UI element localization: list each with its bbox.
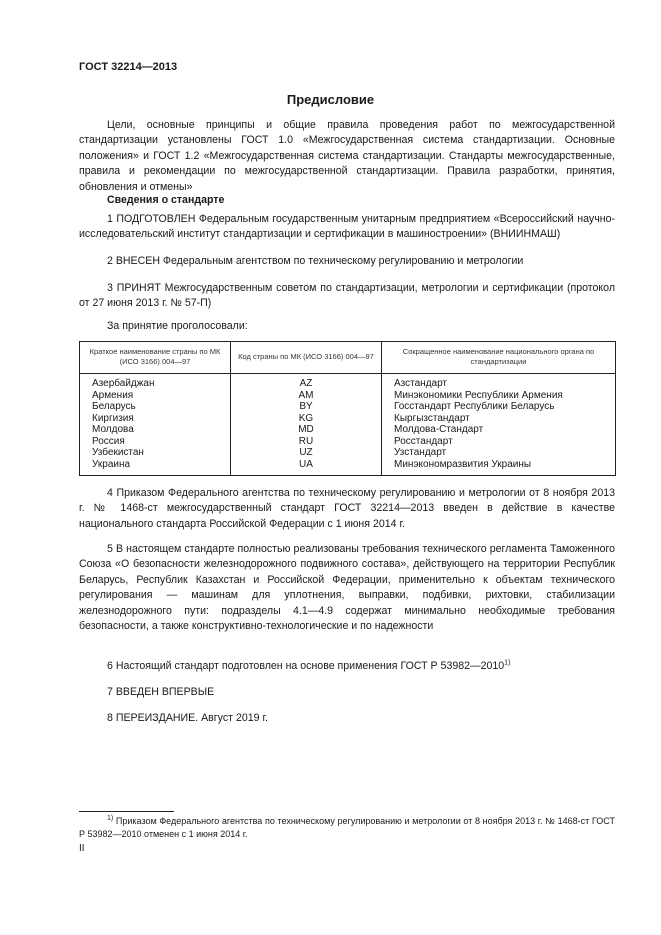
- national-body: Узстандарт: [382, 447, 616, 459]
- section-title: Сведения о стандарте: [107, 194, 225, 206]
- country-code: AM: [231, 390, 382, 402]
- item-8: 8 ПЕРЕИЗДАНИЕ. Август 2019 г.: [107, 712, 268, 724]
- country-code: UA: [231, 459, 382, 476]
- item-3: 3 ПРИНЯТ Межгосударственным советом по стандартизации, метрологии и сертификации (протокол от 27 июня 2013 г. № 57-П): [79, 282, 615, 310]
- footnote: [79, 815, 615, 841]
- page-number: II: [79, 843, 85, 854]
- country-code: KG: [231, 413, 382, 425]
- item-2: 2 ВНЕСЕН Федеральным агентством по техническому регулированию и метрологии: [107, 255, 524, 267]
- table-row: [80, 401, 616, 413]
- national-body: Кыргызстандарт: [382, 413, 616, 425]
- country-name: Киргизия: [80, 413, 231, 425]
- country-name: Армения: [80, 390, 231, 402]
- country-code: AZ: [231, 374, 382, 390]
- vote-label: За принятие проголосовали:: [107, 320, 248, 332]
- table-row: [80, 459, 616, 476]
- table-row: [80, 436, 616, 448]
- country-name: Азербайджан: [80, 374, 231, 390]
- country-code: UZ: [231, 447, 382, 459]
- header-national-body: Сокращенное наименование национального органа по стандартизации: [382, 342, 616, 374]
- national-body: Минэкономики Республики Армения: [382, 390, 616, 402]
- item-1: 1 ПОДГОТОВЛЕН Федеральным государственным унитарным предприятием «Всероссийский научно-исследовательский институт стандартизации и сертификации в машиностроении» (ВНИИНМАШ): [79, 213, 615, 241]
- country-name: Узбекистан: [80, 447, 231, 459]
- country-name: Беларусь: [80, 401, 231, 413]
- national-body: Молдова-Стандарт: [382, 424, 616, 436]
- item-6-text: 6 Настоящий стандарт подготовлен на основе применения ГОСТ Р 53982—2010: [107, 660, 505, 672]
- intro-paragraph: Цели, основные принципы и общие правила проведения работ по межгосударственной стандартизации установлены ГОСТ 1.0 «Межгосударственная система стандартизации. Основные положения» и ГОСТ 1.2 «Межгосударственная система стандартизации. Стандарты межгосударственные, правила и рекомендации по межгосударственной стандартизации. Правила разработки, принятия, обновления и отмены»: [79, 119, 615, 193]
- header-country-code: Код страны по МК (ИСО 3166) 004—97: [231, 342, 382, 374]
- table-row: [80, 424, 616, 436]
- footnote-divider: [79, 811, 174, 812]
- table-row: [80, 390, 616, 402]
- page-title: Предисловие: [286, 92, 375, 107]
- item-5: 5 В настоящем стандарте полностью реализованы требования технического регламента Таможенного Союза «О безопасности железнодорожного подвижного состава», действующего на территории Республик Беларусь, Республик Казахстан и Российской Федерации, применительно к объектам технического регулирования — машинам для уплотнения, выправки, подбивки, рихтовки, стабилизации железнодорожного пути: подразделы 4.1—4.9 содержат минимально необходимые требования безопасности, а также конструктивно-технологические и по надежности: [79, 543, 615, 633]
- country-code: RU: [231, 436, 382, 448]
- national-body: Азстандарт: [382, 374, 616, 390]
- item-6: [79, 659, 615, 674]
- national-body: Росстандарт: [382, 436, 616, 448]
- country-code: BY: [231, 401, 382, 413]
- country-name: Украина: [80, 459, 231, 476]
- header-country-name: Краткое наименование страны по МК (ИСО 3166) 004—97: [80, 342, 231, 374]
- table-row: [80, 374, 616, 390]
- item-4: 4 Приказом Федерального агентства по техническому регулированию и метрологии от 8 ноября 2013 г. № 1468-ст межгосударственный стандарт ГОСТ 32214—2013 введен в действие в качестве национального стандарта Российской Федерации с 1 июня 2014 г.: [79, 487, 615, 530]
- vote-table: [79, 341, 616, 476]
- footnote-ref: 1): [504, 659, 511, 667]
- table-row: [80, 447, 616, 459]
- country-name: Россия: [80, 436, 231, 448]
- vote-table-header-row: [80, 342, 616, 374]
- footnote-text: Приказом Федерального агентства по техническому регулированию и метрологии от 8 ноября 2013 г. № 1468-ст ГОСТ Р 53982—2010 отменен с 1 июня 2014 г.: [79, 816, 615, 839]
- country-name: Молдова: [80, 424, 231, 436]
- table-row: [80, 413, 616, 425]
- national-body: Госстандарт Республики Беларусь: [382, 401, 616, 413]
- document-header: ГОСТ 32214—2013: [79, 61, 178, 73]
- item-7: 7 ВВЕДЕН ВПЕРВЫЕ: [107, 686, 215, 698]
- country-code: MD: [231, 424, 382, 436]
- national-body: Минэкономразвития Украины: [382, 459, 616, 476]
- footnote-marker: 1): [107, 815, 114, 822]
